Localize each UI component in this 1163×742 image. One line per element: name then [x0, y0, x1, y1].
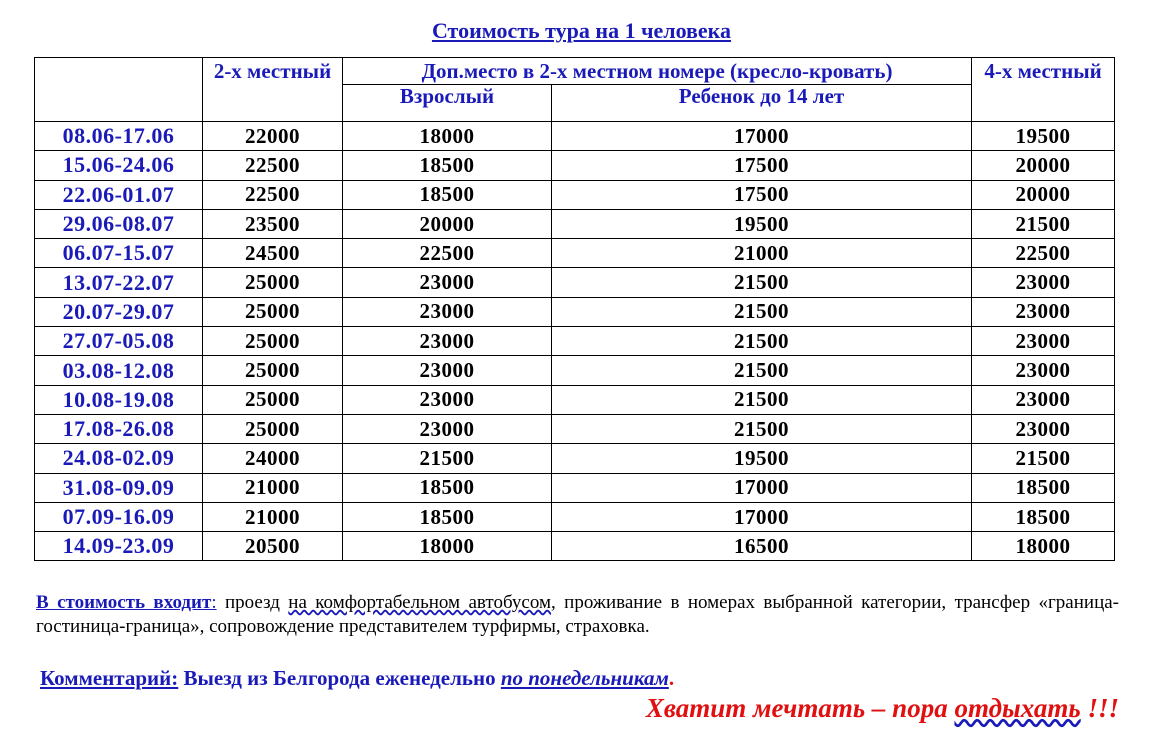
double-room-header: 2-х местный — [203, 58, 343, 122]
comment-text: Выезд из Белгорода еженедельно — [178, 666, 501, 690]
comment-emphasis: по понедельникам — [500, 666, 669, 690]
adult-price-cell: 23000 — [343, 297, 552, 326]
quad-price-cell: 20000 — [972, 180, 1115, 209]
date-column-header — [35, 58, 203, 122]
quad-price-cell: 21500 — [972, 209, 1115, 238]
quad-price-cell: 20000 — [972, 151, 1115, 180]
comment-end: . — [668, 666, 675, 690]
double-price-cell: 24000 — [203, 444, 343, 473]
table-row — [35, 414, 1115, 443]
table-row — [35, 297, 1115, 326]
slogan-part-wavy: отдыхать — [954, 693, 1081, 723]
table-row — [35, 532, 1115, 561]
double-price-cell: 25000 — [203, 356, 343, 385]
double-price-cell: 25000 — [203, 327, 343, 356]
table-row — [35, 444, 1115, 473]
page-title: Стоимость тура на 1 человека — [431, 18, 732, 43]
date-cell: 14.09-23.09 — [35, 532, 203, 561]
child-price-cell: 21500 — [552, 356, 972, 385]
table-row — [35, 122, 1115, 151]
double-price-cell: 20500 — [203, 532, 343, 561]
date-cell: 08.06-17.06 — [35, 122, 203, 151]
table-row — [35, 209, 1115, 238]
adult-price-cell: 18000 — [343, 532, 552, 561]
child-price-cell: 17500 — [552, 180, 972, 209]
double-price-cell: 25000 — [203, 268, 343, 297]
included-colon: : — [211, 592, 217, 613]
adult-price-cell: 22500 — [343, 239, 552, 268]
double-price-cell: 25000 — [203, 385, 343, 414]
adult-price-cell: 20000 — [343, 209, 552, 238]
date-cell: 13.07-22.07 — [35, 268, 203, 297]
adult-price-cell: 23000 — [343, 414, 552, 443]
quad-price-cell: 18500 — [972, 473, 1115, 502]
quad-price-cell: 18500 — [972, 502, 1115, 531]
child-price-cell: 21000 — [552, 239, 972, 268]
table-row — [35, 502, 1115, 531]
quad-price-cell: 23000 — [972, 327, 1115, 356]
quad-price-cell: 21500 — [972, 444, 1115, 473]
quad-price-cell: 23000 — [972, 297, 1115, 326]
slogan-part-1: Хватит мечтать – пора — [645, 693, 955, 723]
date-cell: 03.08-12.08 — [35, 356, 203, 385]
quad-price-cell: 23000 — [972, 385, 1115, 414]
adult-price-cell: 23000 — [343, 268, 552, 297]
price-table — [34, 57, 1115, 561]
double-price-cell: 24500 — [203, 239, 343, 268]
included-text-2: , проживание в номерах выбранной категории, трансфер «граница-гостиница-граница», сопровождение представителем турфирмы, страховка. — [36, 592, 1120, 637]
date-cell: 20.07-29.07 — [35, 297, 203, 326]
adult-price-cell: 18500 — [343, 151, 552, 180]
table-row — [35, 180, 1115, 209]
date-cell: 06.07-15.07 — [35, 239, 203, 268]
date-cell: 24.08-02.09 — [35, 444, 203, 473]
child-price-cell: 19500 — [552, 444, 972, 473]
adult-header: Взрослый — [343, 85, 552, 122]
child-price-cell: 17000 — [552, 502, 972, 531]
extra-bed-header: Доп.место в 2-х местном номере (кресло-кровать) — [343, 58, 972, 85]
date-cell: 07.09-16.09 — [35, 502, 203, 531]
adult-price-cell: 21500 — [343, 444, 552, 473]
slogan — [646, 693, 1119, 724]
adult-price-cell: 18500 — [343, 180, 552, 209]
included-text-1: проезд — [216, 592, 289, 613]
table-row — [35, 239, 1115, 268]
quad-price-cell: 19500 — [972, 122, 1115, 151]
child-price-cell: 21500 — [552, 327, 972, 356]
table-row — [35, 268, 1115, 297]
child-price-cell: 21500 — [552, 414, 972, 443]
child-header: Ребенок до 14 лет — [552, 85, 972, 122]
included-text-wavy: на комфортабельном автобусом — [288, 592, 551, 613]
child-price-cell: 21500 — [552, 297, 972, 326]
quad-price-cell: 23000 — [972, 356, 1115, 385]
child-price-cell: 17500 — [552, 151, 972, 180]
child-price-cell: 17000 — [552, 473, 972, 502]
slogan-part-2: !!! — [1080, 693, 1119, 723]
double-price-cell: 22500 — [203, 180, 343, 209]
quad-price-cell: 22500 — [972, 239, 1115, 268]
child-price-cell: 19500 — [552, 209, 972, 238]
quad-price-cell: 23000 — [972, 414, 1115, 443]
included-services — [36, 591, 1119, 639]
double-price-cell: 21000 — [203, 473, 343, 502]
table-row — [35, 151, 1115, 180]
adult-price-cell: 23000 — [343, 327, 552, 356]
quad-price-cell: 23000 — [972, 268, 1115, 297]
date-cell: 22.06-01.07 — [35, 180, 203, 209]
included-label: В стоимость входит — [36, 592, 212, 613]
double-price-cell: 22500 — [203, 151, 343, 180]
date-cell: 27.07-05.08 — [35, 327, 203, 356]
date-cell: 15.06-24.06 — [35, 151, 203, 180]
child-price-cell: 21500 — [552, 268, 972, 297]
child-price-cell: 17000 — [552, 122, 972, 151]
table-row — [35, 356, 1115, 385]
double-price-cell: 22000 — [203, 122, 343, 151]
table-row — [35, 327, 1115, 356]
child-price-cell: 21500 — [552, 385, 972, 414]
quad-room-header: 4-х местный — [972, 58, 1115, 122]
double-price-cell: 25000 — [203, 414, 343, 443]
adult-price-cell: 18500 — [343, 502, 552, 531]
quad-price-cell: 18000 — [972, 532, 1115, 561]
table-row — [35, 473, 1115, 502]
date-cell: 31.08-09.09 — [35, 473, 203, 502]
date-cell: 17.08-26.08 — [35, 414, 203, 443]
double-price-cell: 21000 — [203, 502, 343, 531]
comment — [40, 666, 674, 691]
table-row — [35, 385, 1115, 414]
date-cell: 10.08-19.08 — [35, 385, 203, 414]
comment-label: Комментарий: — [40, 666, 179, 690]
adult-price-cell: 23000 — [343, 385, 552, 414]
adult-price-cell: 18000 — [343, 122, 552, 151]
double-price-cell: 23500 — [203, 209, 343, 238]
child-price-cell: 16500 — [552, 532, 972, 561]
double-price-cell: 25000 — [203, 297, 343, 326]
adult-price-cell: 18500 — [343, 473, 552, 502]
adult-price-cell: 23000 — [343, 356, 552, 385]
date-cell: 29.06-08.07 — [35, 209, 203, 238]
